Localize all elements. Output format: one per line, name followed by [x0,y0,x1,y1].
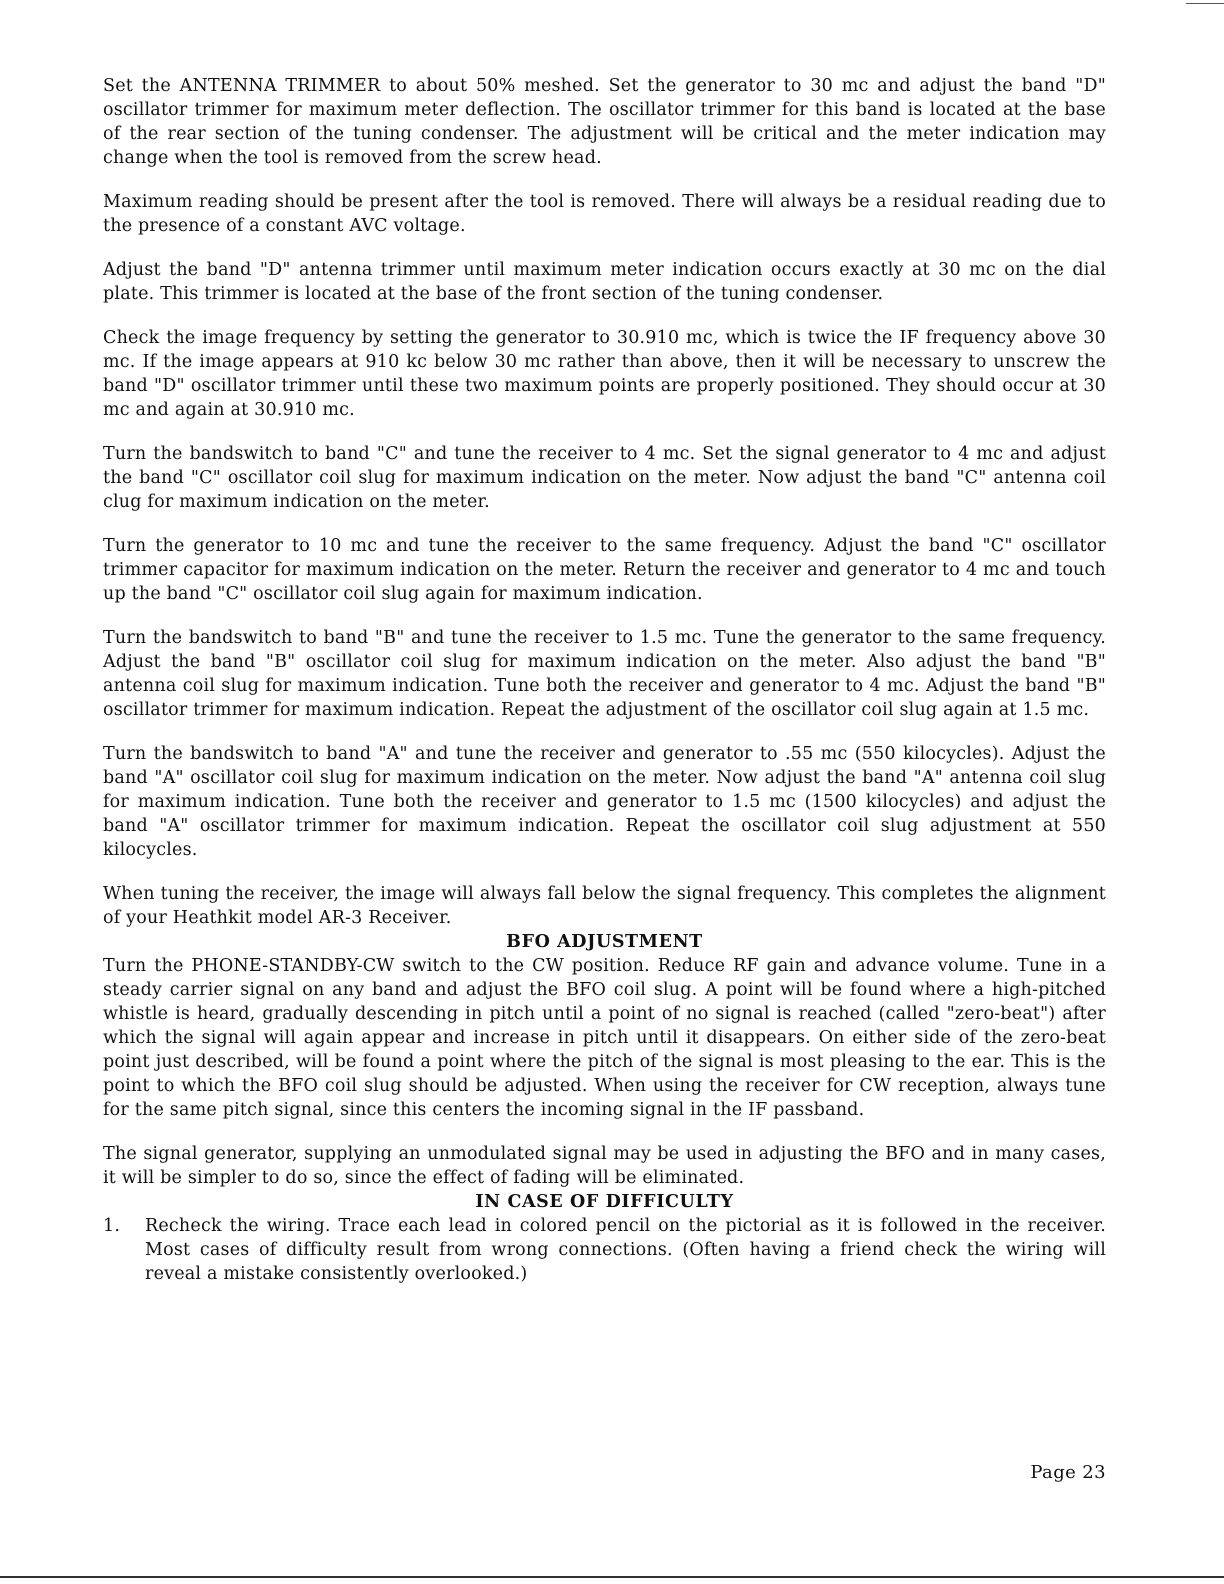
bottom-edge-rule [0,1576,1224,1578]
difficulty-list [103,1214,1106,1286]
paragraph-bfo-procedure: Turn the PHONE-STANDBY-CW switch to the CW position. Reduce RF gain and advance volume. Tune in a steady carrier signal on any band and adjust the BFO coil slug. A point will be found where a high-pitched whistle is heard, gradually descending in pitch until a point of no signal is reached (called "zero-beat") after which the signal will again appear and increase in pitch until it disappears. On either side of the zero-beat point just described, will be found a point where the pitch of the signal is most pleasing to the ear. This is the point to which the BFO coil slug should be adjusted. When using the receiver for CW reception, always tune for the same pitch signal, since this centers the incoming signal in the IF passband. [103,956,1106,1120]
page-number: Page 23 [1030,1462,1106,1483]
paragraph-image-frequency: Check the image frequency by setting the generator to 30.910 mc, which is twice the IF frequency above 30 mc. If the image appears at 910 kc below 30 mc rather than above, then it will be necessary to unscrew the band "D" oscillator trimmer until these two maximum points are properly positioned. They should occur at 30 mc and again at 30.910 mc. [103,328,1106,420]
top-edge-rule [1186,3,1224,4]
paragraph-band-c-trimmer: Turn the generator to 10 mc and tune the receiver to the same frequency. Adjust the band "C" oscillator trimmer capacitor for maximum indication on the meter. Return the receiver and generator to 4 mc and touch up the band "C" oscillator coil slug again for maximum indication. [103,536,1106,604]
paragraph-band-d-antenna: Adjust the band "D" antenna trimmer until maximum meter indication occurs exactly at 30 mc on the dial plate. This trimmer is located at the base of the front section of the tuning condenser. [103,260,1106,304]
paragraph-band-b: Turn the bandswitch to band "B" and tune the receiver to 1.5 mc. Tune the generator to the same frequency. Adjust the band "B" oscillator coil slug for maximum indication on the meter. Also adjust the band "B" antenna coil slug for maximum indication. Tune both the receiver and generator to 4 mc. Adjust the band "B" oscillator trimmer for maximum indication. Repeat the adjustment of the oscillator coil slug again at 1.5 mc. [103,628,1106,720]
paragraph-antenna-trimmer: Set the ANTENNA TRIMMER to about 50% meshed. Set the generator to 30 mc and adjust the band "D" oscillator trimmer for maximum meter deflection. The oscillator trimmer for this band is located at the base of the rear section of the tuning condenser. The adjustment will be critical and the meter indication may change when the tool is removed from the screw head. [103,76,1106,168]
paragraph-band-c-oscillator: Turn the bandswitch to band "C" and tune the receiver to 4 mc. Set the signal generator to 4 mc and adjust the band "C" oscillator coil slug for maximum indication on the meter. Now adjust the band "C" antenna coil clug for maximum indication on the meter. [103,444,1106,512]
heading-bfo-adjustment: BFO ADJUSTMENT [506,932,703,952]
list-item [103,1214,1106,1286]
list-item-number: 1. [103,1216,121,1236]
document-body [103,74,1106,1286]
paragraph-residual-reading: Maximum reading should be present after the tool is removed. There will always be a residual reading due to the presence of a constant AVC voltage. [103,192,1106,236]
paragraph-alignment-complete: When tuning the receiver, the image will always fall below the signal frequency. This completes the alignment of your Heathkit model AR-3 Receiver. [103,884,1106,928]
paragraph-bfo-generator: The signal generator, supplying an unmodulated signal may be used in adjusting the BFO and in many cases, it will be simpler to do so, since the effect of fading will be eliminated. [103,1144,1106,1188]
heading-in-case-of-difficulty: IN CASE OF DIFFICULTY [475,1192,734,1212]
list-item-text: Recheck the wiring. Trace each lead in colored pencil on the pictorial as it is followed in the receiver. Most cases of difficulty result from wrong connections. (Often having a friend check the wiring will reveal a mistake consistently overlooked.) [145,1216,1106,1284]
paragraph-band-a: Turn the bandswitch to band "A" and tune the receiver and generator to .55 mc (550 kilocycles). Adjust the band "A" oscillator coil slug for maximum indication on the meter. Now adjust the band "A" antenna coil slug for maximum indication. Tune both the receiver and generator to 1.5 mc (1500 kilocycles) and adjust the band "A" oscillator trimmer for maximum indication. Repeat the oscillator coil slug adjustment at 550 kilocycles. [103,744,1106,860]
